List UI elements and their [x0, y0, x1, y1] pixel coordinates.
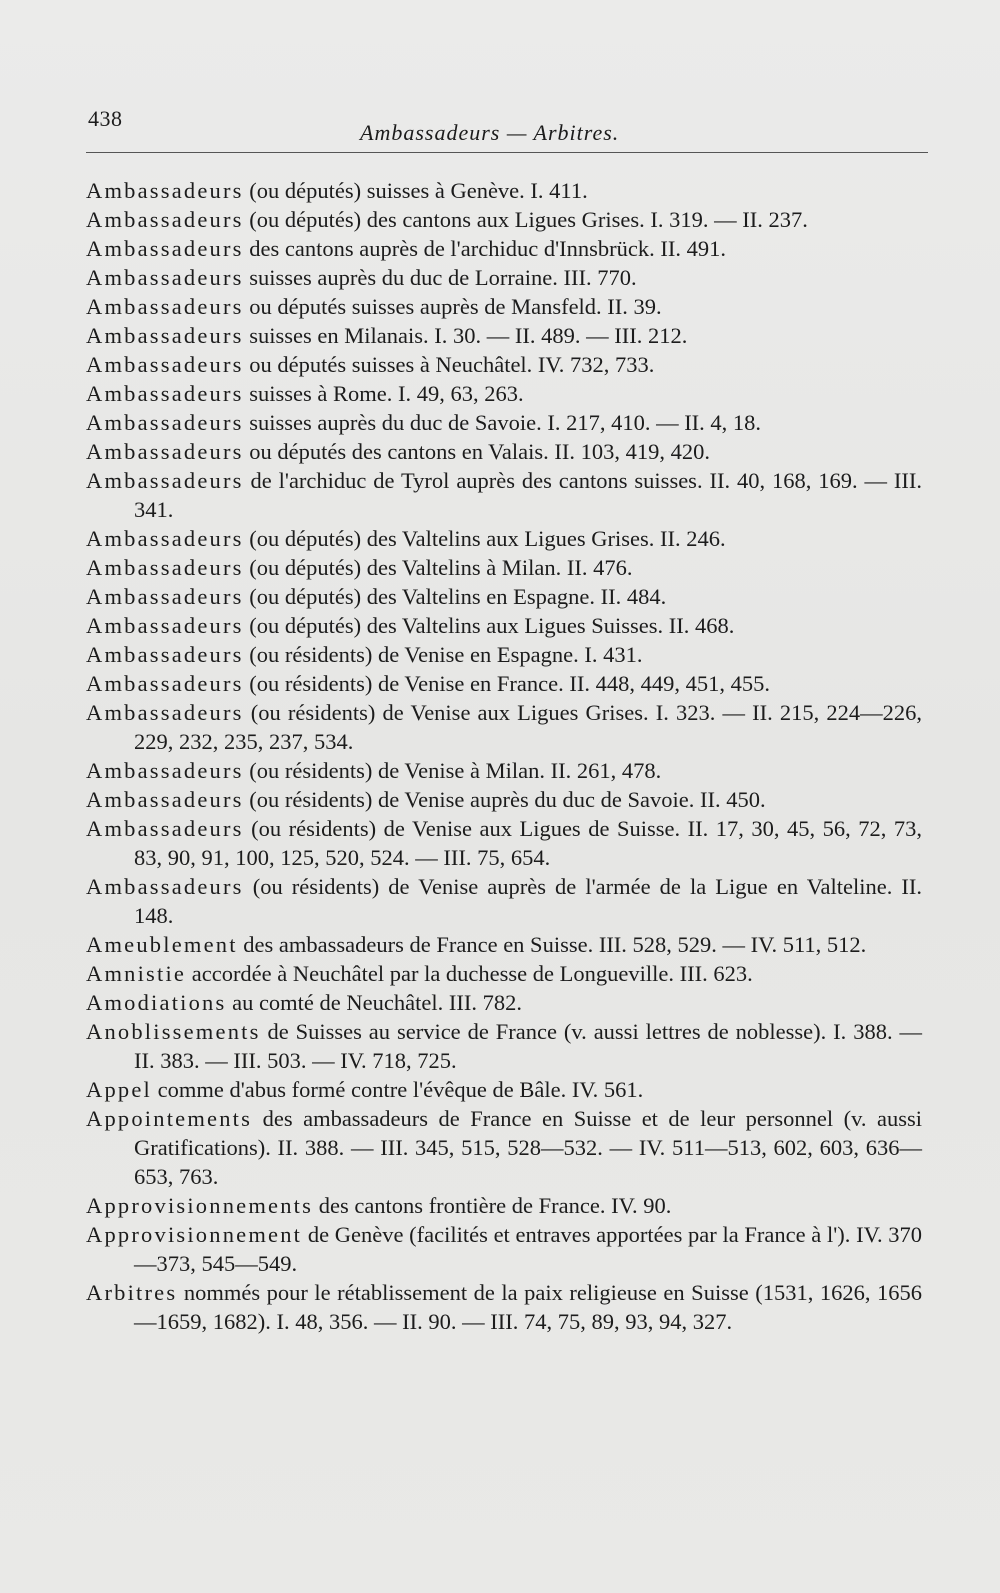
entry-text: accordée à Neuchâtel par la duchesse de Longueville. III. 623. — [191, 961, 753, 986]
index-entry — [86, 292, 922, 321]
index-entry — [86, 698, 922, 756]
entry-text: (ou résidents) de Venise aux Ligues Grises. I. 323. — II. 215, 224—226, 229, 232, 235, 237, 534. — [134, 700, 923, 754]
entry-text: (ou résidents) de Venise auprès de l'armée de la Ligue en Valteline. II. 148. — [134, 874, 923, 928]
index-entry — [86, 263, 922, 292]
index-entry — [86, 1220, 922, 1278]
index-entry — [86, 582, 922, 611]
entry-head: Arbitres — [86, 1280, 178, 1305]
header-rule — [86, 152, 928, 153]
entry-text: (ou résidents) de Venise en France. II. 448, 449, 451, 455. — [249, 671, 770, 696]
entry-head: Appointements — [86, 1106, 253, 1131]
entry-head: Ambassadeurs — [86, 439, 244, 464]
entry-head: Ambassadeurs — [86, 236, 244, 261]
entry-head: Amnistie — [86, 961, 187, 986]
index-entry — [86, 930, 922, 959]
entry-head: Ambassadeurs — [86, 381, 244, 406]
entry-text: des ambassadeurs de France en Suisse et de leur personnel (v. aussi Gratifications). II. 388. — III. 345, 515, 528—532. — IV. 511—513, 602, 603, 636—653, 763. — [134, 1106, 922, 1189]
entry-head: Ambassadeurs — [86, 410, 244, 435]
entry-text: au comté de Neuchâtel. III. 782. — [232, 990, 522, 1015]
entry-text: (ou résidents) de Venise auprès du duc de Savoie. II. 450. — [249, 787, 766, 812]
index-entry — [86, 640, 922, 669]
entry-head: Ambassadeurs — [86, 526, 244, 551]
entry-head: Ambassadeurs — [86, 207, 244, 232]
entry-head: Ambassadeurs — [86, 468, 244, 493]
entry-head: Ambassadeurs — [86, 642, 244, 667]
index-entry — [86, 321, 922, 350]
entry-head: Ambassadeurs — [86, 323, 244, 348]
entry-head: Ambassadeurs — [86, 584, 244, 609]
index-entry — [86, 1104, 922, 1191]
index-entry — [86, 814, 922, 872]
entry-head: Appel — [86, 1077, 152, 1102]
index-entries — [86, 176, 922, 1336]
entry-text: ou députés des cantons en Valais. II. 103, 419, 420. — [249, 439, 711, 464]
entry-text: (ou députés) des Valtelins aux Ligues Suisses. II. 468. — [249, 613, 735, 638]
entry-head: Ambassadeurs — [86, 265, 244, 290]
entry-text: (ou résidents) de Venise à Milan. II. 261, 478. — [249, 758, 662, 783]
index-entry — [86, 611, 922, 640]
entry-head: Approvisionnement — [86, 1222, 303, 1247]
entry-text: de Genève (facilités et entraves apportées par la France à l'). IV. 370—373, 545—549. — [134, 1222, 923, 1276]
index-entry — [86, 176, 922, 205]
index-entry — [86, 350, 922, 379]
index-entry — [86, 466, 922, 524]
entry-head: Ambassadeurs — [86, 874, 244, 899]
entry-head: Ambassadeurs — [86, 555, 244, 580]
entry-text: (ou députés) des Valtelins en Espagne. II. 484. — [249, 584, 667, 609]
entry-head: Approvisionnements — [86, 1193, 314, 1218]
index-entry — [86, 785, 922, 814]
entry-text: (ou députés) des Valtelins aux Ligues Grises. II. 246. — [249, 526, 726, 551]
index-entry — [86, 408, 922, 437]
entry-text: suisses à Rome. I. 49, 63, 263. — [249, 381, 524, 406]
entry-text: (ou députés) des Valtelins à Milan. II. 476. — [249, 555, 633, 580]
entry-text: (ou députés) des cantons aux Ligues Grises. I. 319. — II. 237. — [249, 207, 808, 232]
entry-head: Ambassadeurs — [86, 178, 244, 203]
entry-text: suisses en Milanais. I. 30. — II. 489. — III. 212. — [249, 323, 688, 348]
entry-text: (ou résidents) de Venise aux Ligues de Suisse. II. 17, 30, 45, 56, 72, 73, 83, 90, 91, 100, 125, 520, 524. — III. 75, 654. — [134, 816, 922, 870]
entry-head: Ambassadeurs — [86, 816, 244, 841]
entry-text: nommés pour le rétablissement de la paix religieuse en Suisse (1531, 1626, 1656—1659, 1682). I. 48, 356. — II. 90. — III. 74, 75, 89, 93, 94, 327. — [134, 1280, 922, 1334]
index-entry — [86, 959, 922, 988]
index-entry — [86, 553, 922, 582]
entry-text: (ou résidents) de Venise en Espagne. I. 431. — [249, 642, 643, 667]
index-entry — [86, 1075, 922, 1104]
entry-text: comme d'abus formé contre l'évêque de Bâle. IV. 561. — [157, 1077, 644, 1102]
entry-text: (ou députés) suisses à Genève. I. 411. — [249, 178, 588, 203]
index-entry — [86, 205, 922, 234]
entry-head: Amodiations — [86, 990, 227, 1015]
entry-head: Ambassadeurs — [86, 613, 244, 638]
index-entry — [86, 1278, 922, 1336]
index-entry — [86, 872, 922, 930]
entry-text: des cantons frontière de France. IV. 90. — [318, 1193, 672, 1218]
entry-head: Ambassadeurs — [86, 758, 244, 783]
entry-text: des ambassadeurs de France en Suisse. III. 528, 529. — IV. 511, 512. — [243, 932, 867, 957]
index-entry — [86, 669, 922, 698]
entry-head: Ambassadeurs — [86, 294, 244, 319]
entry-head: Ambassadeurs — [86, 352, 244, 377]
index-entry — [86, 437, 922, 466]
entry-text: suisses auprès du duc de Savoie. I. 217, 410. — II. 4, 18. — [249, 410, 762, 435]
index-entry — [86, 988, 922, 1017]
index-entry — [86, 379, 922, 408]
entry-text: ou députés suisses auprès de Mansfeld. II. 39. — [249, 294, 662, 319]
entry-head: Ameublement — [86, 932, 238, 957]
index-entry — [86, 234, 922, 263]
page-number: 438 — [88, 106, 123, 131]
entry-head: Ambassadeurs — [86, 671, 244, 696]
index-entry — [86, 1191, 922, 1220]
running-head: Ambassadeurs — Arbitres. — [360, 120, 620, 145]
entry-text: de Suisses au service de France (v. aussi lettres de noblesse). I. 388. — II. 383. — III. 503. — IV. 718, 725. — [134, 1019, 923, 1073]
entry-text: suisses auprès du duc de Lorraine. III. 770. — [249, 265, 637, 290]
entry-head: Anoblissements — [86, 1019, 261, 1044]
index-entry — [86, 524, 922, 553]
index-entry — [86, 1017, 922, 1075]
entry-text: de l'archiduc de Tyrol auprès des cantons suisses. II. 40, 168, 169. — III. 341. — [134, 468, 922, 522]
entry-text: ou députés suisses à Neuchâtel. IV. 732, 733. — [249, 352, 655, 377]
entry-head: Ambassadeurs — [86, 787, 244, 812]
entry-text: des cantons auprès de l'archiduc d'Innsbrück. II. 491. — [249, 236, 726, 261]
entry-head: Ambassadeurs — [86, 700, 244, 725]
index-entry — [86, 756, 922, 785]
